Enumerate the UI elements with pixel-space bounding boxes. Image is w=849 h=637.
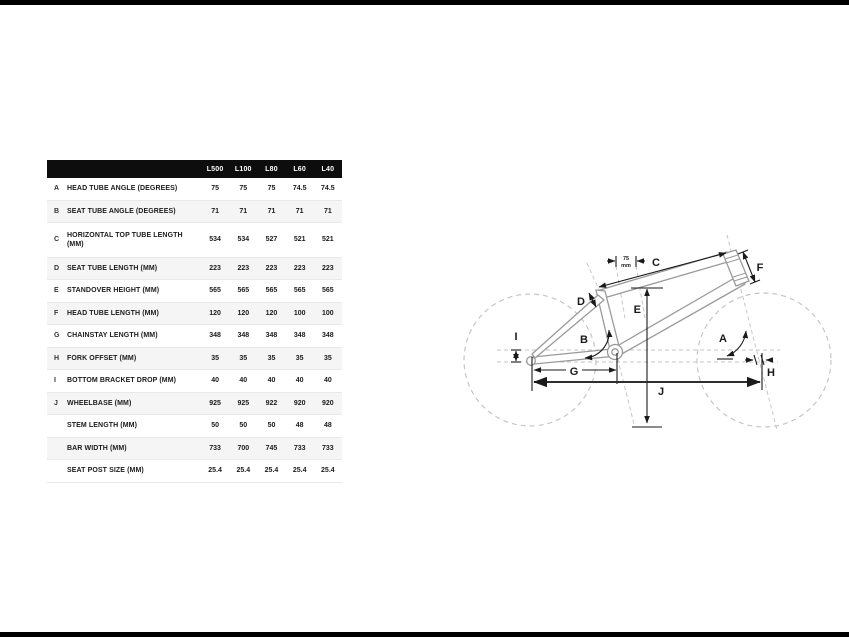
bottom-border-bar — [0, 632, 849, 637]
dim-label-i: I — [514, 331, 518, 343]
row-value: 40 — [267, 377, 276, 385]
row-label: SEAT POST SIZE (MM) — [67, 467, 144, 475]
row-value: 100 — [322, 309, 334, 317]
row-value: 223 — [209, 264, 221, 272]
row-value: 925 — [237, 399, 250, 407]
row-value: 48 — [323, 422, 332, 430]
row-value: 50 — [239, 422, 248, 430]
row-value: 565 — [293, 287, 306, 295]
row-label: HEAD TUBE LENGTH (MM) — [67, 309, 159, 317]
row-value: 733 — [322, 444, 334, 452]
row-key-letter: I — [54, 377, 56, 385]
front-wheel-circle — [697, 293, 831, 427]
table-row — [47, 415, 342, 438]
row-value: 565 — [265, 287, 278, 295]
row-value: 74.5 — [292, 185, 307, 193]
table-row — [47, 438, 342, 461]
row-key-letter: B — [54, 207, 60, 215]
row-label: SEAT TUBE ANGLE (DEGREES) — [67, 207, 176, 215]
dim-label-d: D — [577, 296, 585, 308]
dim-tick — [754, 355, 757, 365]
row-value: 50 — [211, 422, 219, 430]
geometry-table — [47, 160, 342, 483]
row-value: 223 — [322, 264, 334, 272]
column-header-l60: L60 — [293, 165, 306, 173]
row-value: 565 — [209, 287, 221, 295]
row-value: 75 — [267, 185, 276, 193]
row-label: BOTTOM BRACKET DROP (MM) — [67, 377, 177, 385]
geometry-table-body — [47, 178, 342, 483]
row-value: 521 — [293, 236, 306, 244]
column-header-l80: L80 — [265, 165, 278, 173]
row-label: HEAD TUBE ANGLE (DEGREES) — [67, 185, 178, 193]
table-row — [47, 370, 342, 393]
row-value: 40 — [295, 377, 304, 385]
seat-stay — [532, 295, 604, 358]
row-value: 25.4 — [292, 467, 307, 475]
row-value: 35 — [239, 354, 248, 362]
table-row — [47, 303, 342, 326]
row-value: 920 — [293, 399, 306, 407]
row-value: 565 — [322, 287, 334, 295]
row-value: 925 — [209, 399, 221, 407]
top-border-bar — [0, 0, 849, 5]
row-value: 120 — [209, 309, 221, 317]
row-value: 223 — [265, 264, 278, 272]
row-label: SEAT TUBE LENGTH (MM) — [67, 264, 158, 272]
row-value: 348 — [322, 332, 334, 340]
row-key-letter: C — [54, 236, 60, 244]
row-value: 922 — [265, 399, 278, 407]
row-value: 25.4 — [236, 467, 251, 475]
row-value: 75 — [211, 185, 219, 193]
row-value: 348 — [209, 332, 221, 340]
row-value: 35 — [295, 354, 304, 362]
row-key-letter: G — [54, 332, 60, 340]
row-value: 745 — [265, 444, 278, 452]
row-value: 71 — [295, 207, 304, 215]
dim-label-a: A — [719, 333, 727, 345]
row-value: 534 — [209, 236, 221, 244]
note-value: 75 — [622, 256, 630, 262]
row-value: 120 — [265, 309, 278, 317]
dim-label-c: C — [652, 257, 660, 269]
dim-label-j: J — [657, 386, 665, 398]
row-label: CHAINSTAY LENGTH (MM) — [67, 332, 158, 340]
row-value: 534 — [237, 236, 250, 244]
row-value: 700 — [237, 444, 250, 452]
row-value: 35 — [323, 354, 332, 362]
column-header-l100: L100 — [234, 165, 252, 173]
table-row — [47, 258, 342, 281]
row-label: STANDOVER HEIGHT (MM) — [67, 287, 160, 295]
row-value: 120 — [237, 309, 250, 317]
row-key-letter: E — [54, 287, 59, 295]
row-value: 25.4 — [321, 467, 335, 475]
row-value: 74.5 — [321, 185, 335, 193]
row-value: 565 — [237, 287, 250, 295]
column-header-l40: L40 — [321, 165, 335, 173]
row-value: 733 — [293, 444, 306, 452]
row-value: 733 — [209, 444, 221, 452]
row-key-letter: H — [54, 354, 60, 362]
row-value: 40 — [211, 377, 219, 385]
column-header-l500: L500 — [206, 165, 224, 173]
row-label: STEM LENGTH (MM) — [67, 422, 138, 430]
row-value: 920 — [322, 399, 334, 407]
dim-arc-a — [727, 331, 746, 356]
geometry-table-header — [47, 160, 342, 178]
dim-label-b: B — [580, 334, 588, 346]
rear-dropout — [527, 357, 536, 366]
row-value: 348 — [265, 332, 278, 340]
table-row — [47, 348, 342, 371]
note-unit: mm — [621, 263, 631, 269]
row-value: 40 — [323, 377, 332, 385]
row-key-letter: F — [54, 309, 59, 317]
table-row — [47, 460, 342, 483]
dim-label-h: H — [767, 367, 775, 379]
row-value: 35 — [211, 354, 219, 362]
row-value: 223 — [293, 264, 306, 272]
dim-label-e: E — [633, 304, 641, 316]
dim-label-f: F — [756, 262, 764, 274]
table-row — [47, 201, 342, 224]
row-label: HORIZONTAL TOP TUBE LENGTH (MM) — [67, 231, 183, 248]
row-value: 348 — [237, 332, 250, 340]
bike-geometry-diagram — [450, 225, 849, 440]
row-value: 25.4 — [264, 467, 279, 475]
row-label: FORK OFFSET (MM) — [67, 354, 137, 362]
seat-axis-lower-guide — [616, 352, 634, 424]
row-key-letter: D — [54, 264, 60, 272]
table-row — [47, 223, 342, 258]
row-value: 348 — [293, 332, 306, 340]
row-key-letter: A — [54, 185, 60, 193]
row-value: 71 — [211, 207, 219, 215]
row-label: BAR WIDTH (MM) — [67, 444, 127, 452]
row-value: 48 — [295, 422, 304, 430]
row-value: 521 — [322, 236, 334, 244]
table-row — [47, 178, 342, 201]
table-row — [47, 280, 342, 303]
row-value: 35 — [267, 354, 276, 362]
row-value: 527 — [265, 236, 278, 244]
row-value: 71 — [239, 207, 248, 215]
row-value: 40 — [239, 377, 248, 385]
dim-label-g: G — [569, 366, 579, 378]
table-row — [47, 325, 342, 348]
row-value: 71 — [323, 207, 332, 215]
row-value: 71 — [267, 207, 276, 215]
row-value: 100 — [293, 309, 306, 317]
row-key-letter: J — [54, 399, 58, 407]
row-value: 75 — [239, 185, 248, 193]
row-value: 25.4 — [208, 467, 222, 475]
row-value: 50 — [267, 422, 276, 430]
dim-line-c — [599, 253, 726, 287]
table-row — [47, 393, 342, 416]
row-label: WHEELBASE (MM) — [67, 399, 132, 407]
seat-axis-upper-guide — [587, 263, 600, 292]
row-value: 223 — [237, 264, 250, 272]
